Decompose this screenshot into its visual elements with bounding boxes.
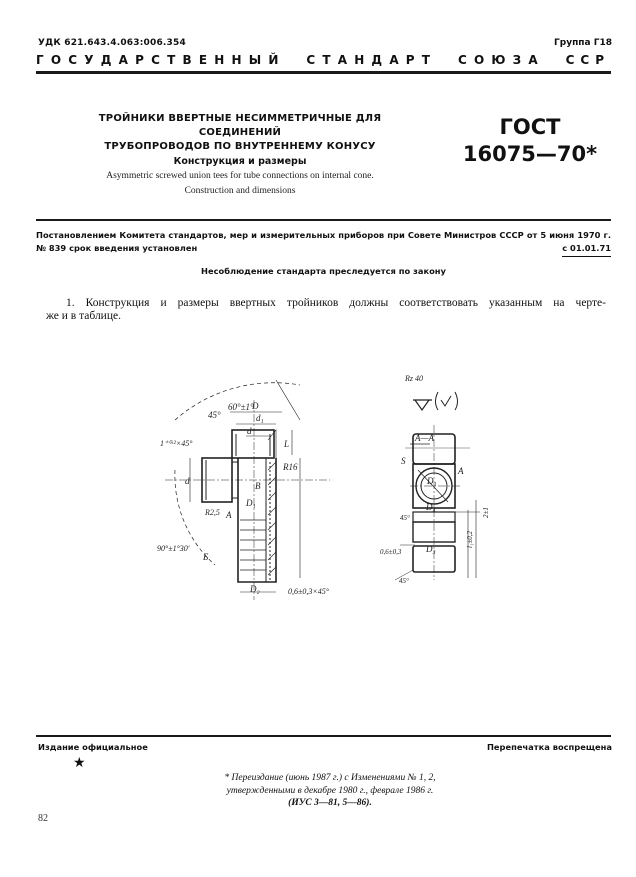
standard-number: [450, 114, 610, 168]
roughness-label: Rz 40: [405, 374, 423, 383]
banner-word: ГОСУДАРСТВЕННЫЙ: [36, 53, 286, 67]
header-rule: [36, 71, 611, 74]
title-ru-line1: ТРОЙНИКИ ВВЕРТНЫЕ НЕСИММЕТРИЧНЫЕ ДЛЯ СОЕДИНЕНИЙ: [98, 113, 382, 138]
label-D: D: [252, 401, 259, 411]
decree-line2: № 839 срок введения установлен: [36, 243, 198, 253]
reissue-footnote: [190, 772, 470, 810]
title-ru-line2: ТРУБОПРОВОДОВ ПО ВНУТРЕННЕМУ КОНУСУ: [104, 141, 376, 152]
label-d-side: d: [185, 476, 190, 486]
label-angle45: 45°: [208, 410, 221, 420]
banner-word: ССР: [565, 53, 610, 67]
decree-block: [36, 229, 611, 257]
paragraph-1: 1. Конструкция и размеры ввертных тройников должны соответствовать указанным на черте-: [66, 297, 606, 309]
paragraph-1-cont: же и в таблице.: [46, 310, 121, 322]
title-en-line2: Construction and dimensions: [184, 186, 296, 196]
label-D3: D₃: [426, 544, 436, 554]
label-R25: R2,5: [205, 508, 220, 517]
label-angle60: 60°±1°: [228, 402, 254, 412]
tee-side-view: [165, 380, 330, 600]
banner-word: СОЮЗА: [457, 53, 545, 67]
standard-code: 16075—70*: [462, 142, 598, 166]
label-angle90: 90°±1°30′: [157, 544, 190, 553]
star-icon: ★: [73, 755, 86, 771]
document-title: [62, 112, 418, 197]
label-chamfer2: 0,6±0,3×45°: [288, 587, 329, 596]
label-D2: D₂: [250, 584, 260, 594]
law-notice: Несоблюдение стандарта преследуется по закону: [201, 266, 446, 276]
title-en-line1: Asymmetric screwed union tees for tube connections on internal cone.: [106, 171, 374, 181]
official-edition: Издание официальное: [38, 742, 148, 752]
label-A1: A: [226, 510, 232, 520]
label-l1: l₁±0,2: [466, 531, 474, 548]
footnote-line2: утвержденными в декабре 1980 г., феврале 1986 г.: [226, 785, 434, 796]
page-number: 82: [38, 813, 48, 824]
title-ru-subtitle: Конструкция и размеры: [173, 156, 307, 167]
label-S: S: [401, 456, 406, 466]
label-d1: d₁: [256, 413, 264, 423]
technical-drawing: [140, 360, 540, 620]
label-2pm1: 2±1: [482, 507, 490, 518]
footnote-line3: (ИУС 3—81, 5—86).: [288, 798, 372, 808]
banner-word: СТАНДАРТ: [306, 53, 438, 67]
label-D4: D₄: [426, 502, 436, 512]
footer-rule: [36, 735, 611, 737]
drawing-labels-right: [380, 374, 490, 585]
label-angle45c: 45°: [399, 577, 409, 585]
title-rule: [36, 219, 611, 221]
standard-label: ГОСТ: [499, 115, 561, 139]
label-B: B: [255, 481, 261, 491]
label-b: Б: [203, 552, 209, 562]
label-A2: A: [458, 466, 464, 476]
no-reprint-notice: Перепечатка воспрещена: [486, 742, 612, 752]
label-L: L: [284, 439, 290, 449]
label-R16: R16: [283, 462, 298, 472]
decree-line1: Постановлением Комитета стандартов, мер и измерительных приборов при Совете Министров СССР от 5 июня 1970 г.: [36, 230, 611, 240]
state-standard-banner: [36, 53, 610, 67]
tee-section-view: [395, 392, 480, 580]
effective-date: с 01.01.71: [562, 242, 611, 257]
udk-code: УДК 621.643.4.063:006.354: [38, 38, 186, 48]
label-D1-right: D₁: [427, 476, 437, 486]
footnote-line1: * Переиздание (июнь 1987 г.) с Изменениями № 1, 2,: [224, 773, 436, 783]
section-label: А—А: [415, 433, 434, 443]
group-code: Группа Г18: [554, 38, 612, 48]
label-angle45b: 45°: [400, 514, 410, 522]
label-d: d: [247, 426, 252, 436]
label-D1: D₁: [246, 498, 256, 508]
label-chamfer: 1⁺⁰·²×45°: [160, 439, 193, 448]
label-chamfer3: 0,6±0,3: [380, 548, 402, 556]
